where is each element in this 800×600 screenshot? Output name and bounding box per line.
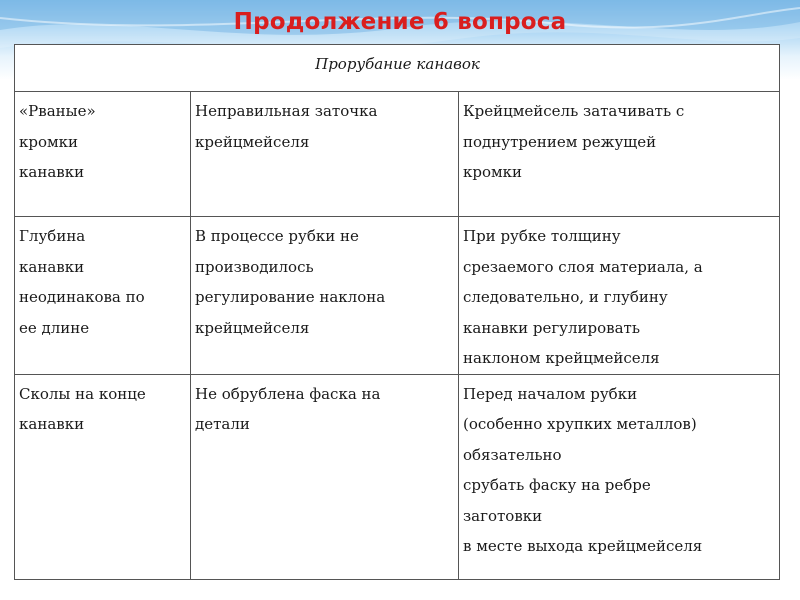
defects-table [14, 44, 780, 580]
cause-cell [191, 374, 459, 579]
table-caption: Прорубание канавок [15, 45, 780, 92]
table-row [15, 92, 780, 217]
cause-cell [191, 92, 459, 217]
cause-cell [191, 217, 459, 375]
slide-title: Продолжение 6 вопроса [233, 9, 567, 35]
table-caption-row [15, 45, 780, 92]
defect-cell [15, 92, 191, 217]
remedy-cell [459, 374, 780, 579]
defect-cell [15, 374, 191, 579]
remedy-text: При рубке толщину срезаемого слоя материала, а следовательно, и глубину канавки регулировать наклоном крейцмейселя [463, 227, 703, 367]
cause-text: Не обрублена фаска на детали [195, 384, 381, 433]
defect-text: Глубина канавки неодинакова по ее длине [19, 227, 145, 337]
remedy-text: Крейцмейсель затачивать с поднутрением режущей кромки [463, 102, 685, 181]
defect-text: Сколы на конце канавки [19, 384, 146, 433]
remedy-text: Перед началом рубки (особенно хрупких металлов) обязательно срубать фаску на ребре заготовки в месте выхода крейцмейселя [463, 384, 703, 555]
table-row [15, 374, 780, 579]
table-row [15, 217, 780, 375]
defects-table-container [14, 44, 779, 584]
remedy-cell [459, 92, 780, 217]
defect-cell [15, 217, 191, 375]
cause-text: В процессе рубки не производилось регулирование наклона крейцмейселя [195, 227, 386, 337]
defect-text: «Рваные» кромки канавки [19, 102, 96, 181]
cause-text: Неправильная заточка крейцмейселя [195, 102, 378, 151]
remedy-cell [459, 217, 780, 375]
